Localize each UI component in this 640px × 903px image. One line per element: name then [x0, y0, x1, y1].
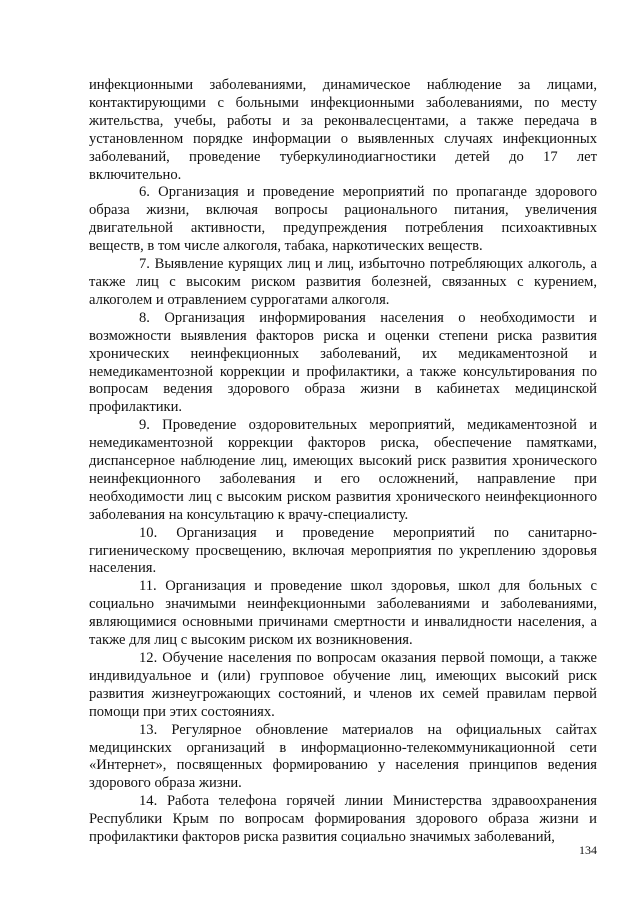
document-body — [89, 77, 597, 847]
paragraph-item-14: 14. Работа телефона горячей линии Министерства здравоохранения Республики Крым по вопросам формирования здорового образа жизни и профилактики факторов риска развития социально значимых заболеваний, — [89, 793, 597, 846]
paragraph-item-11: 11. Организация и проведение школ здоровья, школ для больных с социально значимыми неинфекционными заболеваниями и заболеваниями, являющимися основными причинами смертности и инвалидности населения, а также для лиц с высоким риском их возникновения. — [89, 578, 597, 649]
page-number: 134 — [579, 843, 597, 857]
paragraph-item-7: 7. Выявление курящих лиц и лиц, избыточно потребляющих алкоголь, а также лиц с высоким риском развития болезней, связанных с курением, алкоголем и отравлением суррогатами алкоголя. — [89, 256, 597, 308]
paragraph-item-10: 10. Организация и проведение мероприятий по санитарно-гигиеническому просвещению, включая мероприятия по укреплению здоровья населения. — [89, 524, 597, 577]
paragraph-item-6: 6. Организация и проведение мероприятий по пропаганде здорового образа жизни, включая вопросы рационального питания, увеличения двигательной активности, предупреждения потребления психоактивных веществ, в том числе алкоголя, табака, наркотических веществ. — [89, 184, 597, 255]
paragraph-item-8: 8. Организация информирования населения о необходимости и возможности выявления факторов риска и оценки степени риска развития хронических неинфекционных заболеваний, их медикаментозной и немедикаментозной коррекции и профилактики, а также консультирования по вопросам ведения здорового образа жизни в кабинетах медицинской профилактики. — [89, 309, 597, 416]
paragraph-item-9: 9. Проведение оздоровительных мероприятий, медикаментозной и немедикаментозной коррекции факторов риска, обеспечение памятками, диспансерное наблюдение лиц, имеющих высокий риск развития хронического неинфекционного заболевания и его осложнений, направление при необходимости лиц с высоким риском развития хронического неинфекционного заболевания на консультацию к врачу-специалисту. — [89, 417, 597, 523]
paragraph-continuation: инфекционными заболеваниями, динамическое наблюдение за лицами, контактирующими с больными инфекционными заболеваниями, по месту жительства, учебы, работы и за реконвалесцентами, а также передача в установленном порядке информации о выявленных случаях инфекционных заболеваний, проведение туберкулинодиагностики детей до 17 лет включительно. — [89, 77, 597, 183]
paragraph-item-13: 13. Регулярное обновление материалов на официальных сайтах медицинских организаций в информационно-телекоммуникационной сети «Интернет», посвященных формированию у населения принципов ведения здорового образа жизни. — [89, 721, 597, 792]
paragraph-item-12: 12. Обучение населения по вопросам оказания первой помощи, а также индивидуальное и (или) групповое обучение лиц, имеющих высокий риск развития жизнеугрожающих состояний, и членов их семей правилам первой помощи при этих состояниях. — [89, 650, 597, 720]
